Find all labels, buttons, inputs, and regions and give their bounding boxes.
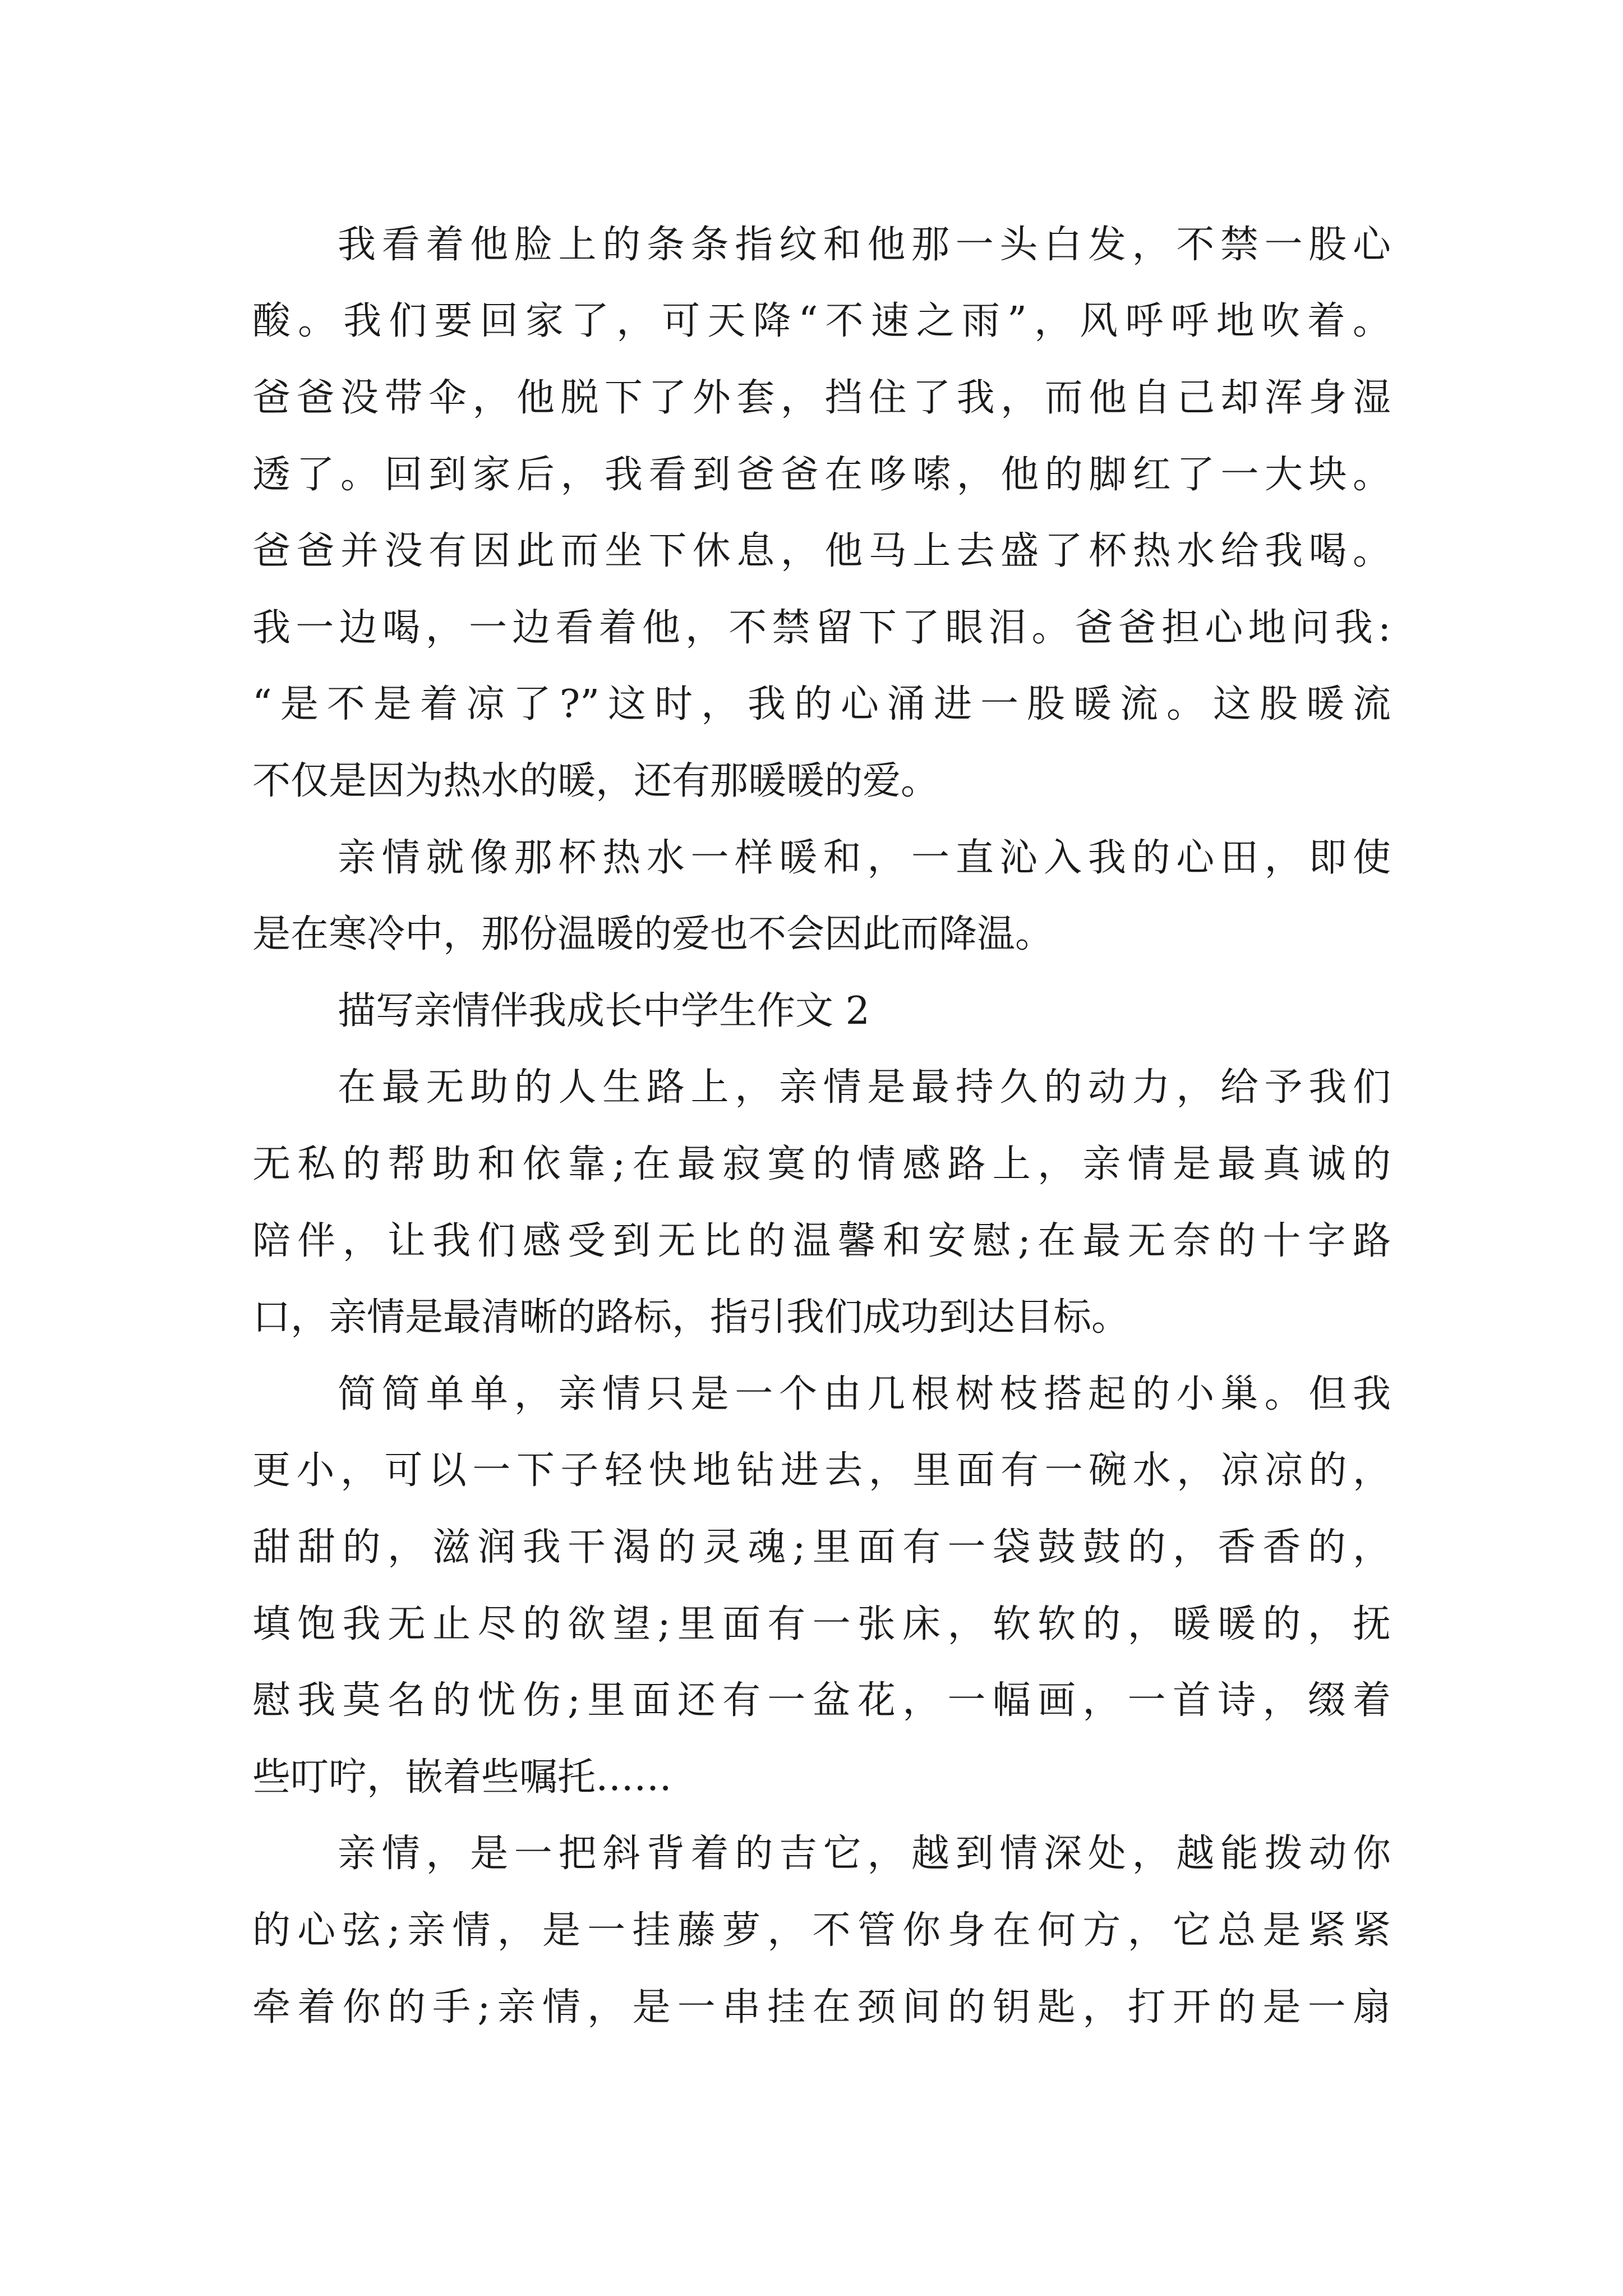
section-heading: 描写亲情伴我成长中学生作文 2	[338, 989, 870, 1033]
paragraph-line: 亲情就像那杯热水一样暖和，一直沁入我的心田，即使	[338, 836, 1391, 880]
paragraph-line: 是在寒冷中，那份温暖的爱也不会因此而降温。	[252, 912, 1054, 956]
paragraph-line: 酸。我们要回家了，可天降“不速之雨”，风呼呼地吹着。	[252, 299, 1391, 343]
paragraph-line: 不仅是因为热水的暖，还有那暖暖的爱。	[252, 759, 939, 803]
paragraph-line: 的心弦;亲情，是一挂藤萝，不管你身在何方，它总是紧紧	[252, 1908, 1391, 1953]
paragraph-line: 更小，可以一下子轻快地钻进去，里面有一碗水，凉凉的，	[252, 1448, 1391, 1493]
paragraph-line: 我一边喝，一边看着他，不禁留下了眼泪。爸爸担心地问我:	[252, 606, 1391, 650]
paragraph-line: 亲情，是一把斜背着的吉它，越到情深处，越能拨动你	[338, 1832, 1391, 1876]
paragraph-line: 慰我莫名的忧伤;里面还有一盆花，一幅画，一首诗，缀着	[252, 1678, 1391, 1723]
paragraph-line: 在最无助的人生路上，亲情是最持久的动力，给予我们	[338, 1065, 1391, 1110]
paragraph-line: 无私的帮助和依靠;在最寂寞的情感路上，亲情是最真诚的	[252, 1142, 1391, 1186]
paragraph-line: 陪伴，让我们感受到无比的温馨和安慰;在最无奈的十字路	[252, 1219, 1391, 1263]
paragraph-line: 简简单单，亲情只是一个由几根树枝搭起的小巢。但我	[338, 1372, 1391, 1416]
paragraph-line: 爸爸并没有因此而坐下休息，他马上去盛了杯热水给我喝。	[252, 529, 1391, 573]
paragraph-line: 透了。回到家后，我看到爸爸在哆嗦，他的脚红了一大块。	[252, 453, 1391, 497]
paragraph-line: 我看着他脸上的条条指纹和他那一头白发，不禁一股心	[338, 223, 1391, 267]
paragraph-line: 填饱我无止尽的欲望;里面有一张床，软软的，暖暖的，抚	[252, 1602, 1391, 1646]
paragraph-line: “是不是着凉了?”这时，我的心涌进一股暖流。这股暖流	[252, 682, 1391, 726]
paragraph-line: 些叮咛，嵌着些嘱托……	[252, 1755, 672, 1800]
paragraph-line: 口，亲情是最清晰的路标，指引我们成功到达目标。	[252, 1295, 1130, 1340]
paragraph-line: 爸爸没带伞，他脱下了外套，挡住了我，而他自己却浑身湿	[252, 376, 1391, 420]
paragraph-line: 牵着你的手;亲情，是一串挂在颈间的钥匙，打开的是一扇	[252, 1985, 1391, 2030]
paragraph-line: 甜甜的，滋润我干渴的灵魂;里面有一袋鼓鼓的，香香的，	[252, 1525, 1391, 1570]
